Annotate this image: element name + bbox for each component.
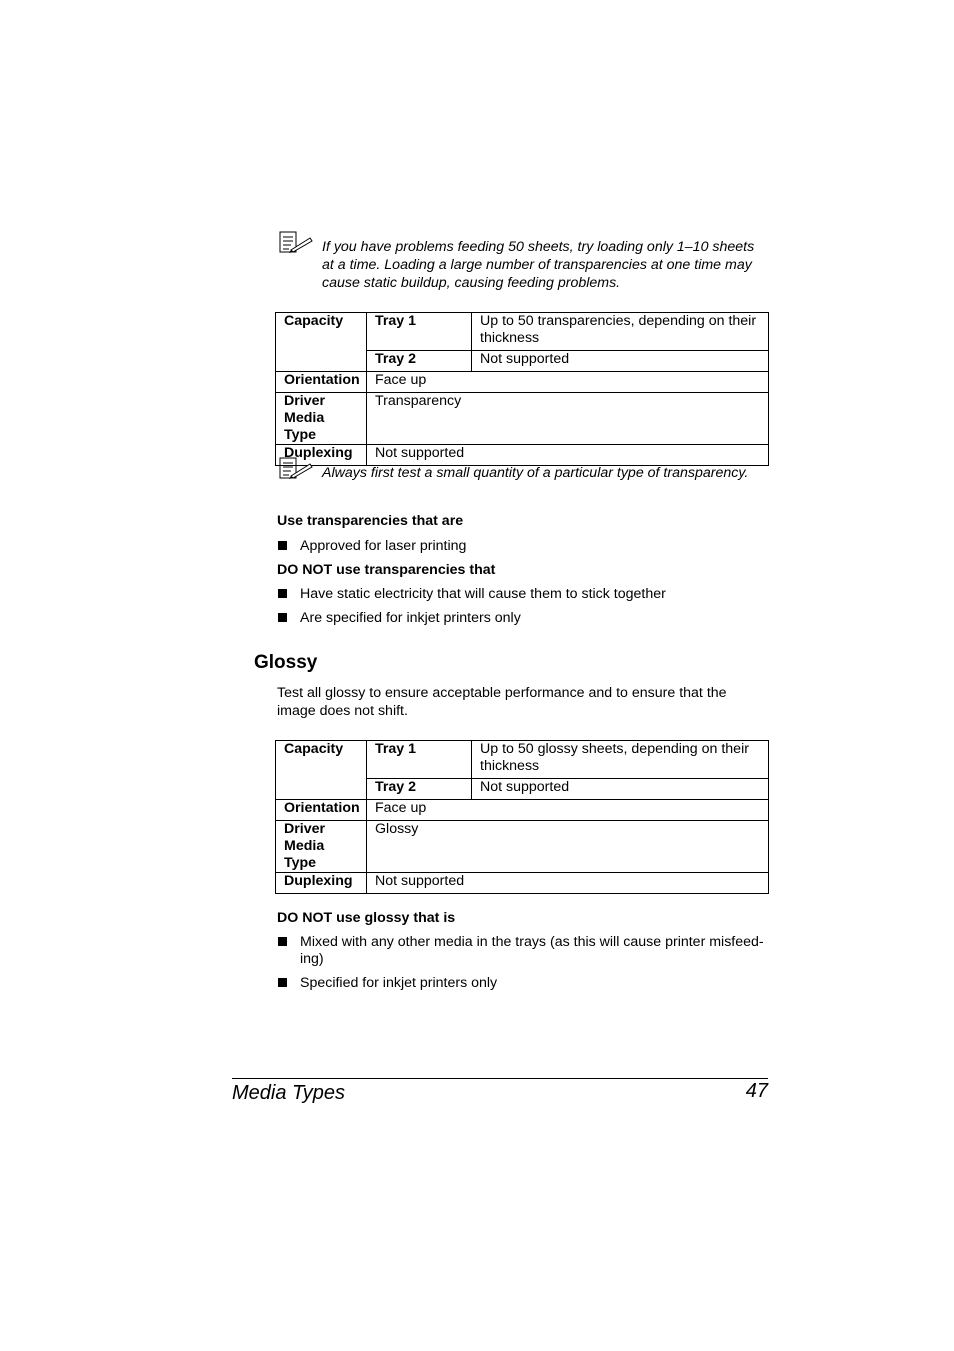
glossy-spec-table [275,740,769,894]
bullet-square-icon [278,589,287,598]
section-title: Glossy [254,652,318,673]
bullet-square-icon [278,937,287,946]
note-pencil-icon [279,231,313,255]
note-text: Always first test a small quantity of a particular type of transparency. [322,465,749,481]
list-item: Are specified for inkjet printers only [278,610,768,628]
bullet-square-icon [278,541,287,550]
tray2-value: Not supported [472,779,769,800]
driver-media-type-label: Driver Media Type [276,393,367,445]
use-heading: Use transparencies that are [277,513,464,529]
orientation-label: Orientation [276,372,367,393]
duplexing-label: Duplexing [276,873,367,894]
driver-media-type-value: Transparency [367,393,769,445]
tray2-label: Tray 2 [367,351,472,372]
orientation-value: Face up [367,800,769,821]
tray1-label: Tray 1 [367,741,472,779]
footer-section-title: Media Types [232,1082,346,1104]
note-text: If you have problems feeding 50 sheets, try loading only 1–10 sheets at a time. Loading a large number of transparencies at one time may cause static buildup, causing feeding problems. [322,239,755,291]
driver-media-type-label: Driver Media Type [276,821,367,873]
list-item: Specified for inkjet printers only [278,975,768,993]
tray1-value: Up to 50 glossy sheets, depending on their thickness [472,741,769,779]
transparency-spec-table [275,312,769,466]
bullet-square-icon [278,978,287,987]
footer-rule [232,1078,768,1079]
glossy-intro: Test all glossy to ensure acceptable performance and to ensure that the image does not shift. [277,685,727,719]
note-pencil-icon [279,457,313,481]
list-item: Have static electricity that will cause them to stick together [278,586,768,604]
list-item: Mixed with any other media in the trays (as this will cause printer misfeed- ing) [278,934,770,970]
tray2-label: Tray 2 [367,779,472,800]
page-number: 47 [745,1080,768,1102]
list-item: Approved for laser printing [278,538,768,556]
driver-media-type-value: Glossy [367,821,769,873]
capacity-label: Capacity [276,313,367,372]
duplexing-value: Not supported [367,445,769,466]
donot-heading: DO NOT use transparencies that [277,562,496,578]
duplexing-value: Not supported [367,873,769,894]
duplexing-label: Duplexing [276,445,367,466]
tray1-label: Tray 1 [367,313,472,351]
orientation-value: Face up [367,372,769,393]
tray2-value: Not supported [472,351,769,372]
capacity-label: Capacity [276,741,367,800]
tray1-value: Up to 50 transparencies, depending on their thickness [472,313,769,351]
bullet-square-icon [278,613,287,622]
glossy-donot-heading: DO NOT use glossy that is [277,910,456,926]
orientation-label: Orientation [276,800,367,821]
